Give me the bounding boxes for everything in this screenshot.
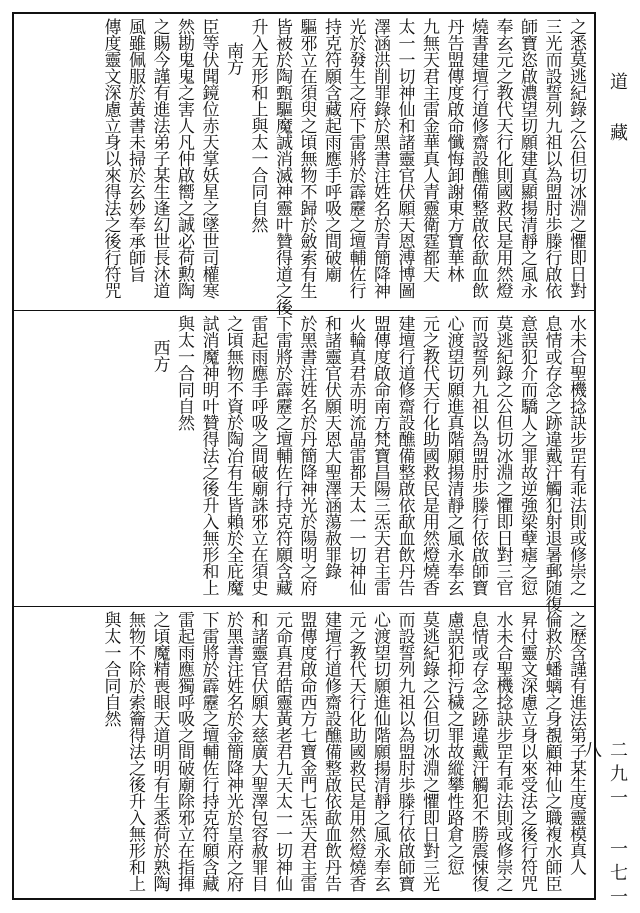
panel-middle (14, 310, 594, 612)
text-column: 風雖佩服於黃書未掃於玄妙奉承師旨 (125, 18, 145, 282)
margin-title: 道 藏 (607, 72, 628, 147)
text-column: 然勘鬼鬼之害人凡仲啟嚮之誠必荷勲陶 (174, 18, 194, 299)
text-column: 傳度靈文深慮立身以來得法之後行符咒 (100, 18, 121, 299)
text-column: 和諸靈官伏願大慈廣大聖澤包容赦罪目 (247, 611, 268, 892)
text-column: 之頃無物不資於陶冶有生皆賴於全庇魔 (223, 315, 243, 596)
text-column: 之賜今謹有進法弟子某生逢幻世長沐道 (149, 18, 170, 299)
text-column: 無物不除於索籥得法之後升入無形和上 (125, 611, 145, 892)
text-block-bottom (20, 611, 588, 895)
text-column: 慮誤犯抑污穢之罪故縱攀性路倉之愆 (443, 611, 464, 875)
text-column: 試消魔神明叶贊得法之後升入無形和上 (198, 315, 219, 596)
section-heading: 南方 (223, 42, 243, 75)
text-column: 澤涵洪削罪錄於黑書注姓名於青簡降神 (370, 18, 390, 299)
text-column: 奉玄元之教代天行化則國救民是用然燈 (492, 18, 513, 299)
text-column: 光於發生之府下雷將於霹靂之壇輔佐行 (345, 18, 366, 299)
text-column: 元之教代天行化助國救民是用然燈燒香 (419, 315, 439, 596)
text-column: 息情或存念之跡違戴汗觸犯不勝震悚復 (468, 611, 488, 892)
text-column: 莫逃紀錄之公但切冰淵之懼即日對三光 (419, 611, 439, 892)
text-column: 雷起雨應手呼吸之間破廟誅邪立在須史 (247, 315, 268, 596)
text-column: 息情或存念之跡違戴汗觸犯射退暑郵随復 (541, 315, 562, 612)
text-column: 意誤犯介而驕人之罪故逆強梁孽瘧之愆 (517, 315, 537, 596)
text-column: 下雷將於霹靂之壇輔佐行持克符願含藏 (198, 611, 219, 892)
text-column: 臣等伏聞鏡位赤天掌妖星之墜世司權寒 (198, 18, 219, 299)
text-column: 太一一切神仙和諸靈官伏願天恩溥博圖 (394, 18, 415, 299)
text-column: 心渡望切願進仙階願揚清靜之風永奉玄 (370, 611, 390, 892)
text-column: 於黑書注姓名於丹簡降神光於陽明之府 (296, 315, 317, 596)
text-column: 昇付靈文深慮立身以來受法之後行符咒 (517, 611, 537, 892)
text-column: 之悉莫逃紀錄之公但切冰淵之懼即日對 (566, 18, 586, 299)
text-column: 而設誓列九祖以為盟肘歩滕行依啟師寶 (468, 315, 488, 596)
panel-top (14, 14, 594, 315)
text-column: 雷起雨應獨呼吸之間破廟除邪立在指揮 (174, 611, 194, 892)
text-column: 水未合聖機捻訣步罡有乖法則或修崇之 (492, 611, 513, 892)
text-column: 建壇行道修齋設醮備整啟依歃血飲丹告 (394, 315, 415, 596)
text-column: 皆被於陶甄驅魔誠消滅神靈叶贊得道之後 (272, 18, 292, 315)
text-column: 元之教代天行化助國救民是用然燈燒香 (345, 611, 366, 892)
section-heading: 西方 (149, 339, 170, 372)
text-column: 倫救於蟠螭之身覩顧神仙之職複水師臣 (541, 611, 562, 892)
text-column: 盟傳度啟命南方梵寶昌陽三炁天君主雷 (370, 315, 390, 596)
text-column: 元命真君皓靈黃老君九天太一一切神仙 (272, 611, 292, 892)
text-column: 燒書建壇行道修齋設醮備整啟依歃血飲 (468, 18, 488, 299)
text-column: 和諸靈官伏願天恩大聖澤涵蕩赦罪錄 (321, 315, 341, 579)
text-column: 水未合聖機捻訣步罡有乖法則或修崇之 (566, 315, 586, 596)
text-column: 九無天君主雷金華真人青靈衛霆都天 (419, 18, 439, 282)
text-column: 於黑書注姓名於金簡降神光於皇府之府 (223, 611, 243, 892)
text-column: 與太一合同自然 (100, 611, 121, 727)
text-column: 火輪真君赤明流晶雷都天太一一切神仙 (345, 315, 366, 596)
text-column: 下雷將於霹靂之壇輔佐行持克符願含藏 (272, 315, 292, 596)
panel-bottom (14, 606, 594, 899)
text-column: 與太一合同自然 (174, 315, 194, 431)
page-frame (12, 12, 596, 900)
text-column: 盟傳度啟命西方七寶金門七炁天君主雷 (296, 611, 317, 892)
text-column: 而設誓列九祖以為盟肘歩滕行依啟師寶 (394, 611, 415, 892)
text-block-middle (20, 315, 588, 612)
text-column: 三光而設誓列九祖以為盟肘歩滕行啟依 (541, 18, 562, 299)
text-column: 驅邪立在須臾之頃無物不歸於斂索有生 (296, 18, 317, 299)
text-column: 建壇行道修齋設醮備整啟依歃血飲丹告 (321, 611, 341, 892)
text-column: 師寶恣啟濃望切願建真顯揚清靜之風永 (517, 18, 537, 299)
text-column: 丹告盟傳度啟命懺悔卸謝東方寶華林 (443, 18, 464, 282)
text-column: 莫逃紀錄之公但切冰淵之懼即日對三官 (492, 315, 513, 596)
page-number: 二九一 一七一八 (581, 740, 628, 911)
text-column: 心渡望切願進真階願揚清靜之風永奉玄 (443, 315, 464, 596)
text-column: 持克符願含藏起雨應手呼吸之間破廟 (321, 18, 341, 282)
text-column: 之頃魔精喪眼天道明明有生悉荷於熟陶 (149, 611, 170, 892)
text-column: 之歷含謹有進法第子某生度靈模真人 (566, 611, 586, 875)
text-block-top (20, 18, 588, 315)
text-column: 升入无形和上與太一合同自然 (247, 18, 268, 233)
